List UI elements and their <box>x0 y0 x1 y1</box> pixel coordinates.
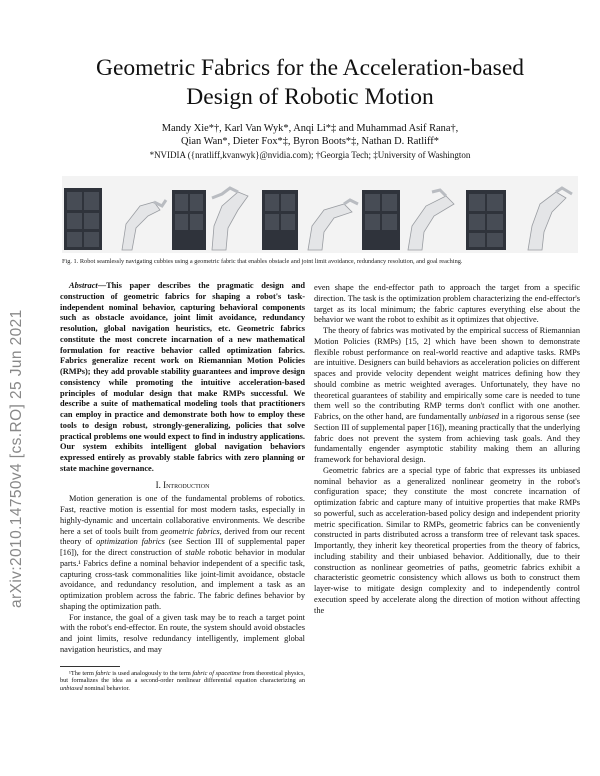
footnote-rule <box>60 666 120 667</box>
right-p2-emphasis: unbiased <box>468 412 500 421</box>
intro-p1-text-b: , derived from our recent theory of <box>60 526 305 547</box>
right-p2-text-b: in a rigorous sense (see Section III of supplemental paper [16]), meaning practically that the underlying fabric does not prevent the system from achieving task goals. And they fundamentally engender asymptotic stability making them an alluring framework for behavioral design. <box>314 412 580 464</box>
right-paragraph-1: even shape the end-effector path to approach the target from a specific direction. The task is the optimization problem characterizing the end-effector's target as its local minimum; the fabric captures everything else about the behavior we want the robot to exhibit as it optimizes that objective. <box>314 283 580 325</box>
footnote-emphasis-3: unbiased <box>60 684 83 692</box>
affiliations: *NVIDIA ({nratliff,kvanwyk}@nvidia.com); †Georgia Tech; ‡University of Washington <box>149 149 471 160</box>
intro-p1-emphasis-3: stable <box>185 548 206 557</box>
footnote-text-d: nominal behavior. <box>82 684 130 692</box>
intro-p1-emphasis-1: geometric fabrics <box>160 526 220 536</box>
title-line-2: Design of Robotic Motion <box>186 84 434 110</box>
abstract-text: —This paper describes the pragmatic design and construction of geometric fabrics for shaping a robot's task-independent nominal behavior, capturing behavioral components such as obstacle avoidance, joint limit avoidance, redundancy resolution, global navigation heuristics, etc. Geometric fabrics constitute the most concrete incarnation of a new mathematical formulation for reactive behavior called optimization fabrics. Fabrics generalize recent work on Riemannian Motion Policies (RMPs); they add provable stability guarantees and improve design consistency while promoting the intuitive acceleration-based principles of modular design that make RMPs successful. We describe a suite of mathematical modeling tools that practitioners can employ in practice and demonstrate both how to employ these tools to design robust, strongly-generalizing, policies that solve practical problems one would expect to find in industry applications. Our system exhibits intelligent global navigation behaviors expressed entirely as provably stable fabrics with zero planning or state machine governance. <box>60 281 305 473</box>
footnote-text-c: from theoretical physics, but formalizes the idea as a second-order nonlinear differential equation characterizing an <box>60 669 305 685</box>
authors-line-2: Qian Wan*, Dieter Fox*‡, Byron Boots*‡, Nathan D. Ratliff* <box>181 136 439 148</box>
intro-paragraph-1 <box>60 494 305 612</box>
section-heading: I. Introduction <box>155 479 210 490</box>
right-column <box>314 283 580 616</box>
arxiv-id: arXiv:2010.14750v4 [cs.RO] 25 Jun 2021 <box>8 309 25 608</box>
right-paragraph-3: Geometric fabrics are a special type of fabric that expresses its unbiased nominal behavior as a generalized nonlinear geometry in the robot's configuration space; they constitute the most concrete incarnation of optimization fabric and capture many of intuitive properties that make RMPs so powerful, such as acceleration-based policy design and independent priority metric specification. Similar to RMPs, geometric fabrics can be conveniently constructed in parts distributed across a transform tree of relevant task spaces. Importantly, they inherit key theoretical properties from the theory of fabrics, including stability and their unbiased behavior. Additionally, due to their construction as nonlinear geometries of paths, geometric fabrics exhibit a characteristic geometric consistency which allows us both to construct them layer-wise to mitigate design complexity and to independently control execution speed by accelerate along the direction of motion without affecting the <box>314 465 580 615</box>
figure-robot-cubbies <box>62 176 578 253</box>
intro-p1-emphasis-2: optimization fabrics <box>96 537 165 547</box>
authors-line-1: Mandy Xie*†, Karl Van Wyk*, Anqi Li*‡ and Muhammad Asif Rana†, <box>161 123 459 134</box>
footnote <box>60 670 305 693</box>
figure-caption: Fig. 1. Robot seamlessly navigating cubbies using a geometric fabric that enables obstacle and joint limit avoidance, redundancy resolution, and goal reaching. <box>62 258 463 265</box>
intro-paragraph-2: For instance, the goal of a given task may be to reach a target point with the robot's end-effector. En route, the system should avoid obstacles and joint limits, resolve redundancy intelligently, implement global navigation heuristics, and may <box>60 612 305 654</box>
author-block <box>60 122 560 162</box>
intro-p1-text-a: Motion generation is one of the fundamental problems of robotics. Fast, reactive motion is essential for most modern tasks, especially in highly-dynamic and uncertain collaborative environments. We describe here a set of tools built from <box>60 494 305 536</box>
left-column <box>60 281 305 692</box>
right-paragraph-2 <box>314 326 580 466</box>
paper-title <box>60 54 560 112</box>
footnote-text-b: is used analogously to the term <box>110 669 193 677</box>
right-p2-text-a: The theory of fabrics was motivated by the empirical success of Riemannian Motion Policies (RMPs) [15, 2] which have been shown to demonstrate flexible robust performance on real-world reactive and adaptive tasks. RMPs are intuitive. Designers can build behaviors as acceleration policies on different spaces and provide velocity dependent weight matrices defining how they should combine as metric weighted averages. Unfortunately, they have no theoretical guarantees of stability and empirically some care is needed to tune them well so the contributing RMP terms don't conflict with one another. Fabrics, on the other hand, are fundamentally <box>314 326 580 421</box>
footnote-emphasis-1: fabric <box>95 669 111 677</box>
intro-p1-text-d: robotic behavior in modular parts.¹ Fabrics define a nominal behavior independent of a specific task, capturing cross-task commonalities like joint-limit avoidance, obstacle avoidance, and redundancy resolution, and implement a task as an optimization problem across the fabric. The fabric defines behavior by shaping the optimization path. <box>60 548 305 611</box>
intro-p1-text-c: (see Section III of supplemental paper [16]), for the direct construction of <box>60 537 305 557</box>
footnote-text-a: ¹The term <box>69 669 96 677</box>
title-line-1: Geometric Fabrics for the Acceleration-based <box>95 55 525 81</box>
abstract-label: Abstract <box>69 281 98 290</box>
abstract <box>60 281 305 475</box>
footnote-emphasis-2: fabric of spacetime <box>192 669 241 677</box>
arxiv-watermark <box>6 208 36 608</box>
